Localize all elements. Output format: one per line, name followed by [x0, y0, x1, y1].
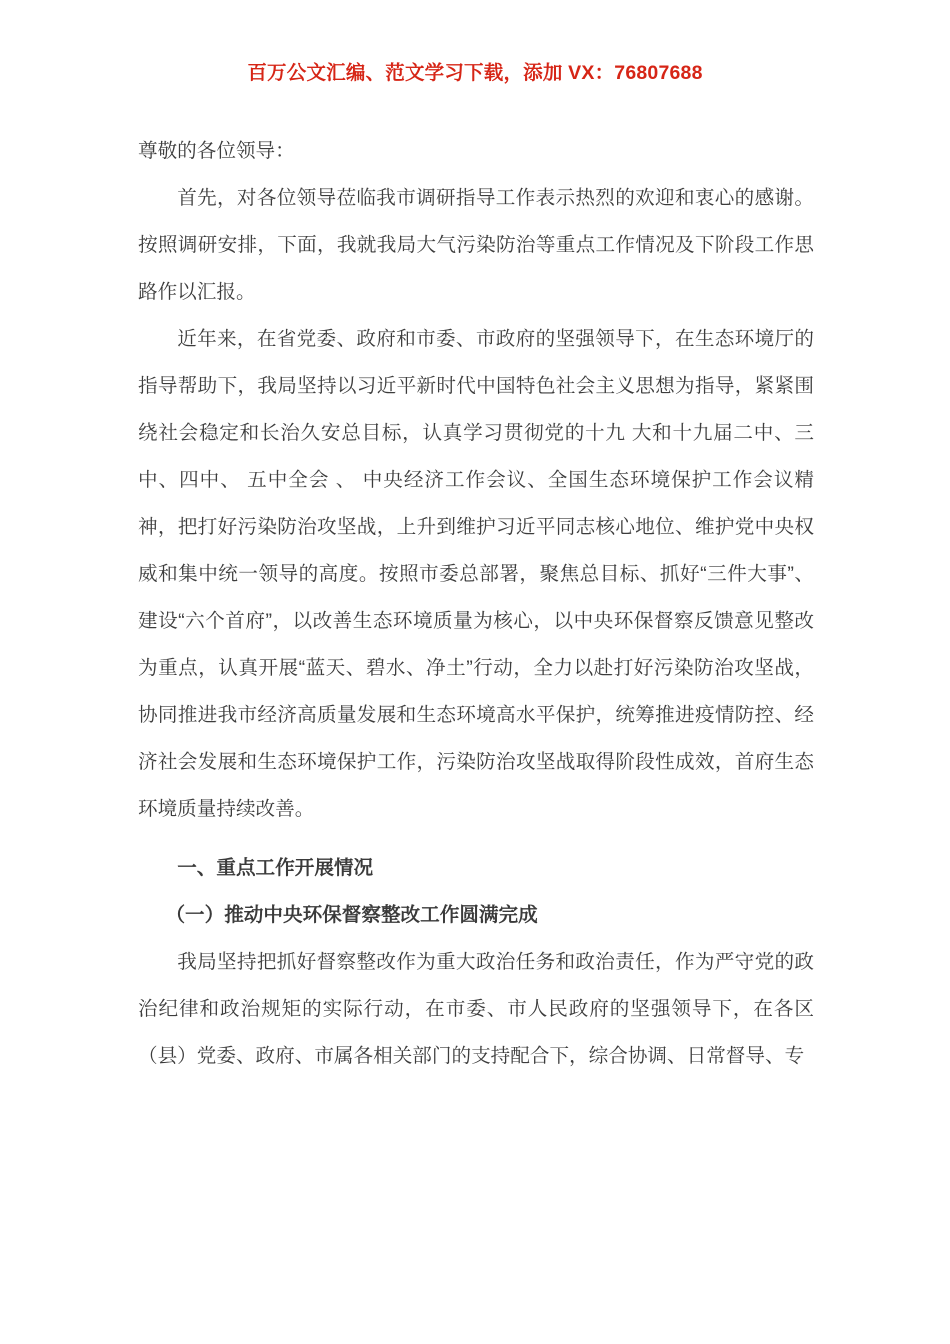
paragraph-intro: 首先，对各位领导莅临我市调研指导工作表示热烈的欢迎和衷心的感谢。按照调研安排，下面，我就我局大气污染防治等重点工作情况及下阶段工作思路作以汇报。: [138, 187, 814, 303]
paragraph-subsection-body: 我局坚持把抓好督察整改作为重大政治任务和政治责任，作为严守党的政治纪律和政治规矩的实际行动，在市委、市人民政府的坚强领导下，在各区（县）党委、政府、市属各相关部门的支持配合下，综合协调、日常督导、专: [138, 951, 814, 1067]
section-heading-one: 一、重点工作开展情况: [177, 857, 374, 879]
subsection-heading-one: （一）推动中央环保督察整改工作圆满完成: [165, 904, 538, 926]
promo-banner: 百万公文汇编、范文学习下载，添加 VX：76807688: [247, 62, 703, 84]
document-body: [138, 128, 814, 1080]
salutation-line: 尊敬的各位领导：: [138, 140, 295, 162]
paragraph-background: 近年来，在省党委、政府和市委、市政府的坚强领导下，在生态环境厅的指导帮助下，我局坚持以习近平新时代中国特色社会主义思想为指导，紧紧围绕社会稳定和长治久安总目标，认真学习贯彻党的十九 大和十九届二中、三中、四中、 五中全会 、 中央经济工作会议、全国生态环境保护工作会议精神，把打好污染防治攻坚战，上升到维护习近平同志核心地位、维护党中央权威和集中统一领导的高度。按照市委总部署，聚焦总目标、抓好“三件大事”、建设“六个首府”，以改善生态环境质量为核心，以中央环保督察反馈意见整改为重点，认真开展“蓝天、碧水、净土”行动，全力以赴打好污染防治攻坚战，协同推进我市经济高质量发展和生态环境高水平保护，统筹推进疫情防控、经济社会发展和生态环境保护工作，污染防治攻坚战取得阶段性成效，首府生态环境质量持续改善。: [138, 328, 814, 820]
heading-spacer: [138, 833, 814, 845]
